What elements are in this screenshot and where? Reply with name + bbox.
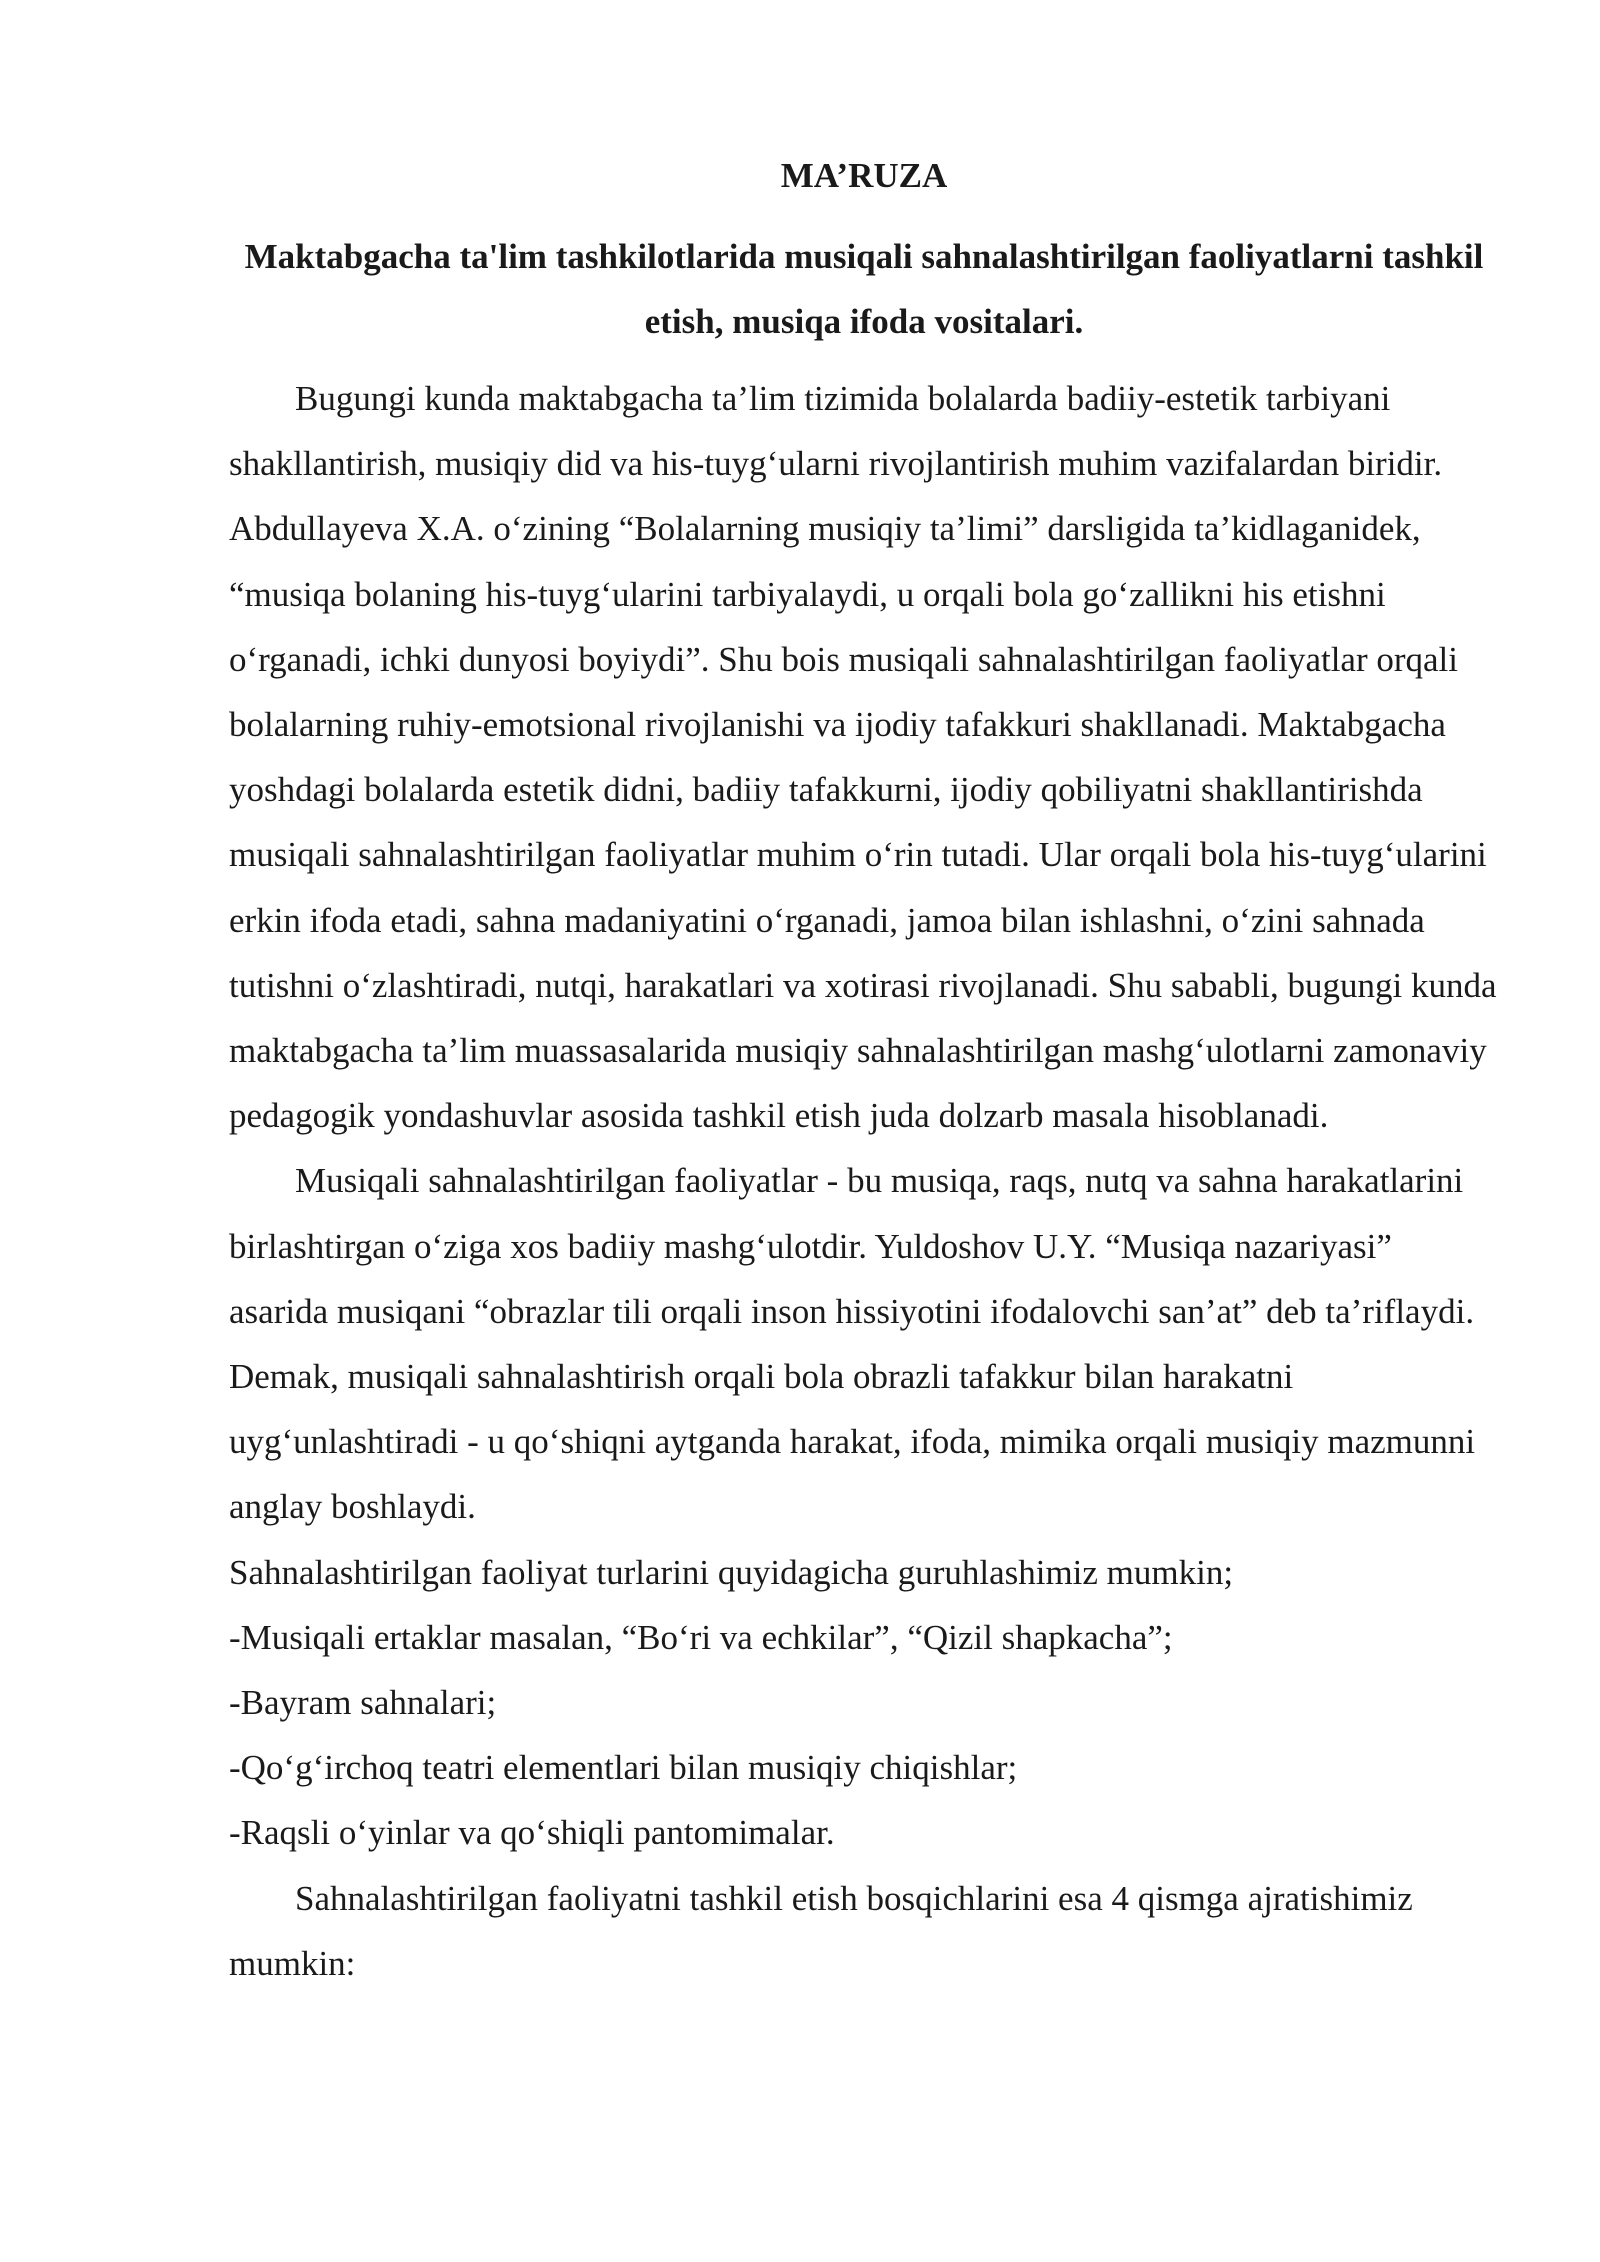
- closing-paragraph: Sahnalashtirilgan faoliyatni tashkil etish bosqichlarini esa 4 qismga ajratishimiz mumkin:: [229, 1878, 1413, 1983]
- document-subtitle: Maktabgacha ta'lim tashkilotlarida musiqali sahnalashtirilgan faoliyatlarni tashkil etish, musiqa ifoda vositalari.: [244, 237, 1484, 341]
- document-body: [229, 148, 1499, 1996]
- document-title: MA’RUZA: [780, 156, 948, 195]
- list-item-1: -Musiqali ertaklar masalan, “Bo‘ri va echkilar”, “Qizil shapkacha”;: [229, 1617, 1173, 1657]
- list-item-4: -Raqsli o‘yinlar va qo‘shiqli pantomimalar.: [229, 1813, 835, 1853]
- list-intro: Sahnalashtirilgan faoliyat turlarini quyidagicha guruhlashimiz mumkin;: [229, 1552, 1234, 1592]
- list-item-2: -Bayram sahnalari;: [229, 1683, 497, 1723]
- list-item-3: -Qo‘g‘irchoq teatri elementlari bilan musiqiy chiqishlar;: [229, 1748, 1018, 1788]
- body-paragraph-1: Bugungi kunda maktabgacha ta’lim tizimida bolalarda badiiy-estetik tarbiyani shakllantirish, musiqiy did va his-tuyg‘ularni rivojlantirish muhim vazifalardan biridir. Abdullayeva X.A. o‘zining “Bolalarning musiqiy ta’limi” darsligida ta’kidlaganidek, “musiqa bolaning his-tuyg‘ularini tarbiyalaydi, u orqali bola go‘zallikni his etishni o‘rganadi, ichki dunyosi boyiydi”. Shu bois musiqali sahnalashtirilgan faoliyatlar orqali bolalarning ruhiy-emotsional rivojlanishi va ijodiy tafakkuri shakllanadi. Maktabgacha yoshdagi bolalarda estetik didni, badiiy tafakkurni, ijodiy qobiliyatni shakllantirishda musiqali sahnalashtirilgan faoliyatlar muhim o‘rin tutadi. Ular orqali bola his-tuyg‘ularini erkin ifoda etadi, sahna madaniyatini o‘rganadi, jamoa bilan ishlashni, o‘zini sahnada tutishni o‘zlashtiradi, nutqi, harakatlari va xotirasi rivojlanadi. Shu sababli, bugungi kunda maktabgacha ta’lim muassasalarida musiqiy sahnalashtirilgan mashg‘ulotlarni zamonaviy pedagogik yondashuvlar asosida tashkil etish juda dolzarb masala hisoblanadi.: [229, 379, 1497, 1136]
- body-paragraph-2: Musiqali sahnalashtirilgan faoliyatlar - bu musiqa, raqs, nutq va sahna harakatlarini birlashtirgan o‘ziga xos badiiy mashg‘ulotdir. Yuldoshov U.Y. “Musiqa nazariyasi” asarida musiqani “obrazlar tili orqali inson hissiyotini ifodalovchi san’at” deb ta’riflaydi. Demak, musiqali sahnalashtirish orqali bola obrazli tafakkur bilan harakatni uyg‘unlashtiradi - u qo‘shiqni aytganda harakat, ifoda, mimika orqali musiqiy mazmunni anglay boshlaydi.: [229, 1161, 1476, 1527]
